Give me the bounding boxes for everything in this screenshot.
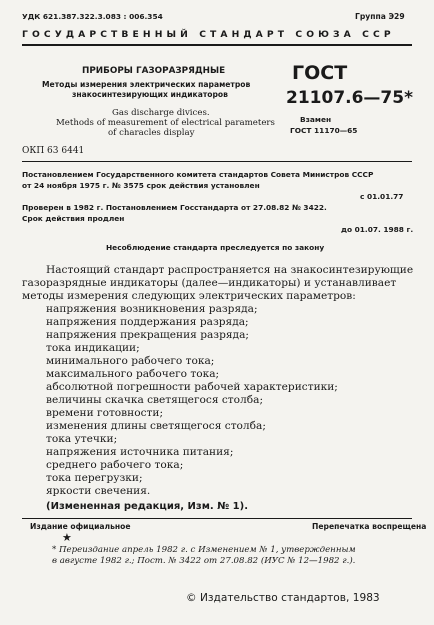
list-item: напряжения возникновения разряда; bbox=[46, 303, 258, 315]
intro-line-1: Настоящий стандарт распространяется на знакосинтезирующие bbox=[46, 264, 414, 276]
list-item: изменения длины светящегося столба; bbox=[46, 420, 266, 432]
publisher-copyright: © Издательство стандартов, 1983 bbox=[186, 592, 380, 604]
english-title-line-1: Gas discharge divices. bbox=[112, 108, 210, 118]
decree-date-2: до 01.07. 1988 г. bbox=[341, 225, 414, 234]
list-item: напряжения прекращения разряда; bbox=[46, 329, 249, 341]
decree-line-2: от 24 ноября 1975 г. № 3575 срок действия установлен bbox=[22, 181, 260, 190]
decree-line-4: Срок действия продлен bbox=[22, 214, 125, 223]
standard-banner: ГОСУДАРСТВЕННЫЙ СТАНДАРТ СОЮЗА ССР bbox=[22, 29, 395, 40]
list-item: напряжения поддержания разряда; bbox=[46, 316, 249, 328]
list-item: тока индикации; bbox=[46, 342, 140, 354]
list-item: абсолютной погрешности рабочей характеристики; bbox=[46, 381, 338, 393]
okp-code: ОКП 63 6441 bbox=[22, 146, 85, 156]
intro-line-3: методы измерения следующих электрических параметров: bbox=[22, 290, 356, 302]
intro-line-2: газоразрядные индикаторы (далее—индикаторы) и устанавливает bbox=[22, 277, 397, 289]
footnote-line-2: в августе 1982 г.; Пост. № 3422 от 27.08.82 (ИУС № 12—1982 г.). bbox=[52, 556, 356, 566]
replaces-label: Взамен bbox=[300, 115, 332, 124]
okp-rule bbox=[22, 161, 412, 162]
header-rule bbox=[22, 44, 412, 46]
footer-rule bbox=[22, 518, 412, 519]
group-code: Группа Э29 bbox=[355, 12, 405, 21]
gost-label: ГОСТ bbox=[292, 62, 348, 84]
document-title: ПРИБОРЫ ГАЗОРАЗРЯДНЫЕ bbox=[82, 66, 226, 76]
english-title-line-3: of characles display bbox=[108, 128, 195, 138]
list-item: тока утечки; bbox=[46, 433, 118, 445]
list-item: среднего рабочего тока; bbox=[46, 459, 184, 471]
list-item: максимального рабочего тока; bbox=[46, 368, 220, 380]
list-item: яркости свечения. bbox=[46, 485, 151, 497]
gost-number: 21107.6—75* bbox=[286, 88, 413, 108]
list-item: минимального рабочего тока; bbox=[46, 355, 215, 367]
edition-note: (Измененная редакция, Изм. № 1). bbox=[46, 501, 249, 512]
decree-line-1: Постановлением Государственного комитета стандартов Совета Министров СССР bbox=[22, 170, 374, 179]
list-item: напряжения источника питания; bbox=[46, 446, 234, 458]
subtitle-line-2: знакосинтезирующих индикаторов bbox=[72, 90, 228, 99]
decree-date-1: с 01.01.77 bbox=[360, 192, 404, 201]
star-icon: ★ bbox=[62, 531, 72, 544]
reprint-prohibited: Перепечатка воспрещена bbox=[312, 522, 427, 531]
replaces-value: ГОСТ 11170—65 bbox=[290, 126, 358, 135]
english-title-line-2: Methods of measurement of electrical parameters bbox=[56, 118, 275, 128]
udc-code: УДК 621.387.322.3.083 : 006.354 bbox=[22, 12, 163, 21]
subtitle-line-1: Методы измерения электрических параметров bbox=[42, 80, 251, 89]
decree-line-3: Проверен в 1982 г. Постановлением Госстандарта от 27.08.82 № 3422. bbox=[22, 203, 327, 212]
list-item: тока перегрузки; bbox=[46, 472, 143, 484]
footnote-line-1: * Переиздание апрель 1982 г. с Изменением № 1, утвержденным bbox=[52, 545, 356, 555]
law-warning: Несоблюдение стандарта преследуется по закону bbox=[106, 243, 325, 252]
official-edition: Издание официальное bbox=[30, 522, 131, 531]
list-item: величины скачка светящегося столба; bbox=[46, 394, 264, 406]
list-item: времени готовности; bbox=[46, 407, 164, 419]
